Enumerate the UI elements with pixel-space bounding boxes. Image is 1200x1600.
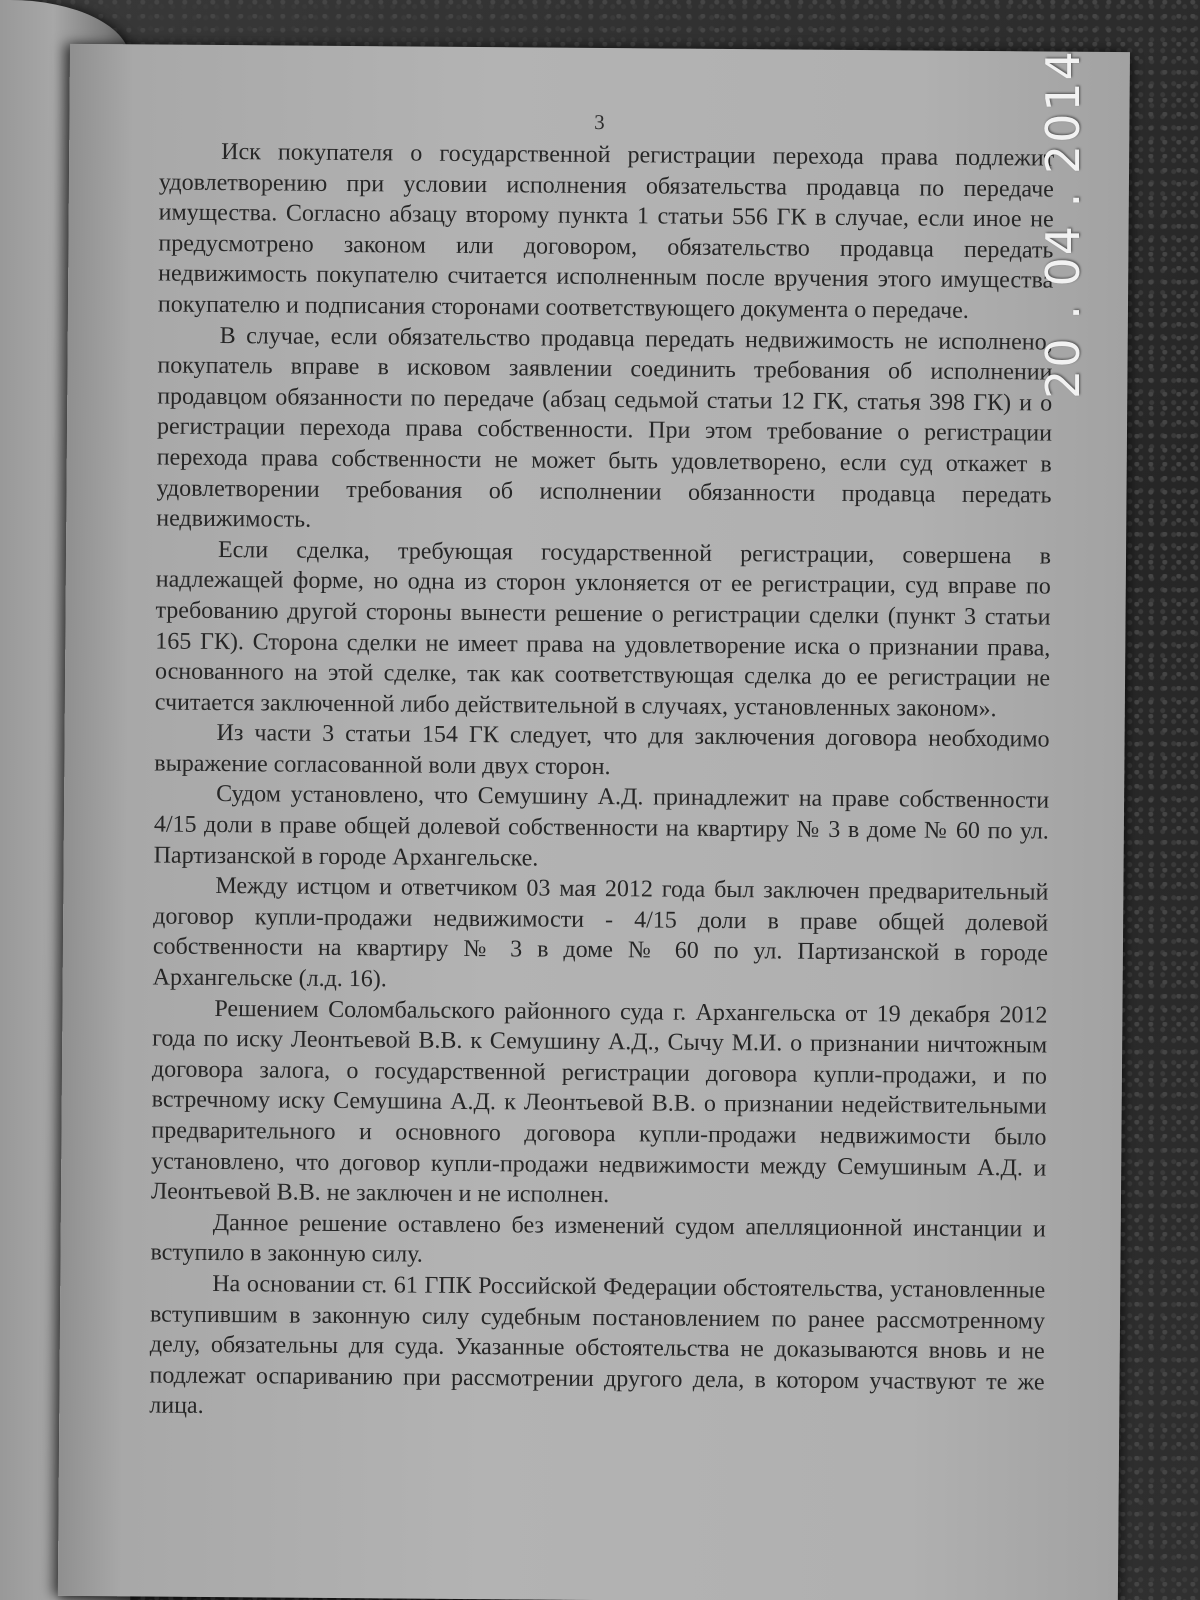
paragraph-2: В случае, если обязательство продавца передать недвижимость не исполнено, покупатель вправе в исковом заявлении соединить требования об исполнении продавцом обязанности по передаче (абзац седьмой статьи 12 ГК, статья 398 ГК) и о регистрации перехода права собственности. При этом требование о регистрации перехода права собственности не может быть удовлетворено, если суд откажет в удовлетворении требования об исполнении обязанности продавца передать недвижимость. bbox=[156, 322, 1053, 533]
paragraph-3: Если сделка, требующая государственной регистрации, совершена в надлежащей форме, но одна из сторон уклоняется от ее регистрации, суд вправе по требованию другой стороны вынести решение о регистрации сделки (пункт 3 статьи 165 ГК). Сторона сделки не имеет права на удовлетворение иска о признании права, основанного на этой сделке, так как соответствующая сделка до ее регистрации не считается заключенной либо действительной в случаях, установленных законом». bbox=[154, 536, 1052, 722]
document-page bbox=[58, 44, 1130, 1600]
page-number: 3 bbox=[594, 109, 605, 135]
paragraph-4: Из части 3 статьи 154 ГК следует, что для заключения договора необходимо выражение согласованной воли двух сторон. bbox=[154, 720, 1050, 780]
paragraph-1: Иск покупателя о государственной регистрации перехода права подлежит удовлетворению при условии исполнения обязательства продавца по передаче имущества. Согласно абзацу второму пункта 1 статьи 556 ГК в случае, если иное не предусмотрено законом или договором, обязательство продавца передать недвижимость покупателю считается исполненным после вручения этого имущества покупателю и подписания сторонами соответствующего документа о передаче. bbox=[157, 139, 1055, 324]
paragraph-8: Данное решение оставлено без изменений судом апелляционной инстанции и вступило в законную силу. bbox=[150, 1209, 1046, 1269]
paragraph-9: На основании ст. 61 ГПК Российской Федерации обстоятельства, установленные вступившим в законную силу судебным постановлением по ранее рассмотренному делу, обязательны для суда. Указанные обстоятельства не доказываются вновь и не подлежат оспариванию при рассмотрении другого дела, в котором участвуют те же лица. bbox=[149, 1270, 1046, 1420]
paragraph-7: Решением Соломбальского районного суда г. Архангельска от 19 декабря 2012 года по иску Леонтьевой В.В. к Семушину А.Д., Сычу М.И. о признании ничтожным договора залога, о государственной регистрации договора купли-продажи, и по встречному иску Семушина А.Д. к Леонтьевой В.В. о признании недействительными предварительного и основного договора купли-продажи недвижимости было установлено, что договор купли-продажи недвижимости между Семушиным А.Д. и Леонтьевой В.В. не заключен и не исполнен. bbox=[150, 995, 1048, 1209]
paragraph-5: Судом установлено, что Семушину А.Д. принадлежит на праве собственности 4/15 доли в праве общей долевой собственности на квартиру № 3 в доме № 60 по ул. Партизанской в городе Архангельске. bbox=[153, 781, 1050, 872]
document-body bbox=[149, 137, 1054, 1429]
paragraph-6: Между истцом и ответчиком 03 мая 2012 года был заключен предварительный договор купли-продажи недвижимости - 4/15 доли в праве общей долевой собственности на квартиру № 3 в доме № 60 по ул. Партизанской в городе Архангельске (л.д. 16). bbox=[152, 873, 1049, 993]
camera-date-stamp bbox=[1018, 49, 1108, 399]
date-stamp-text: 20 . 04 . 2014 bbox=[1036, 49, 1090, 399]
